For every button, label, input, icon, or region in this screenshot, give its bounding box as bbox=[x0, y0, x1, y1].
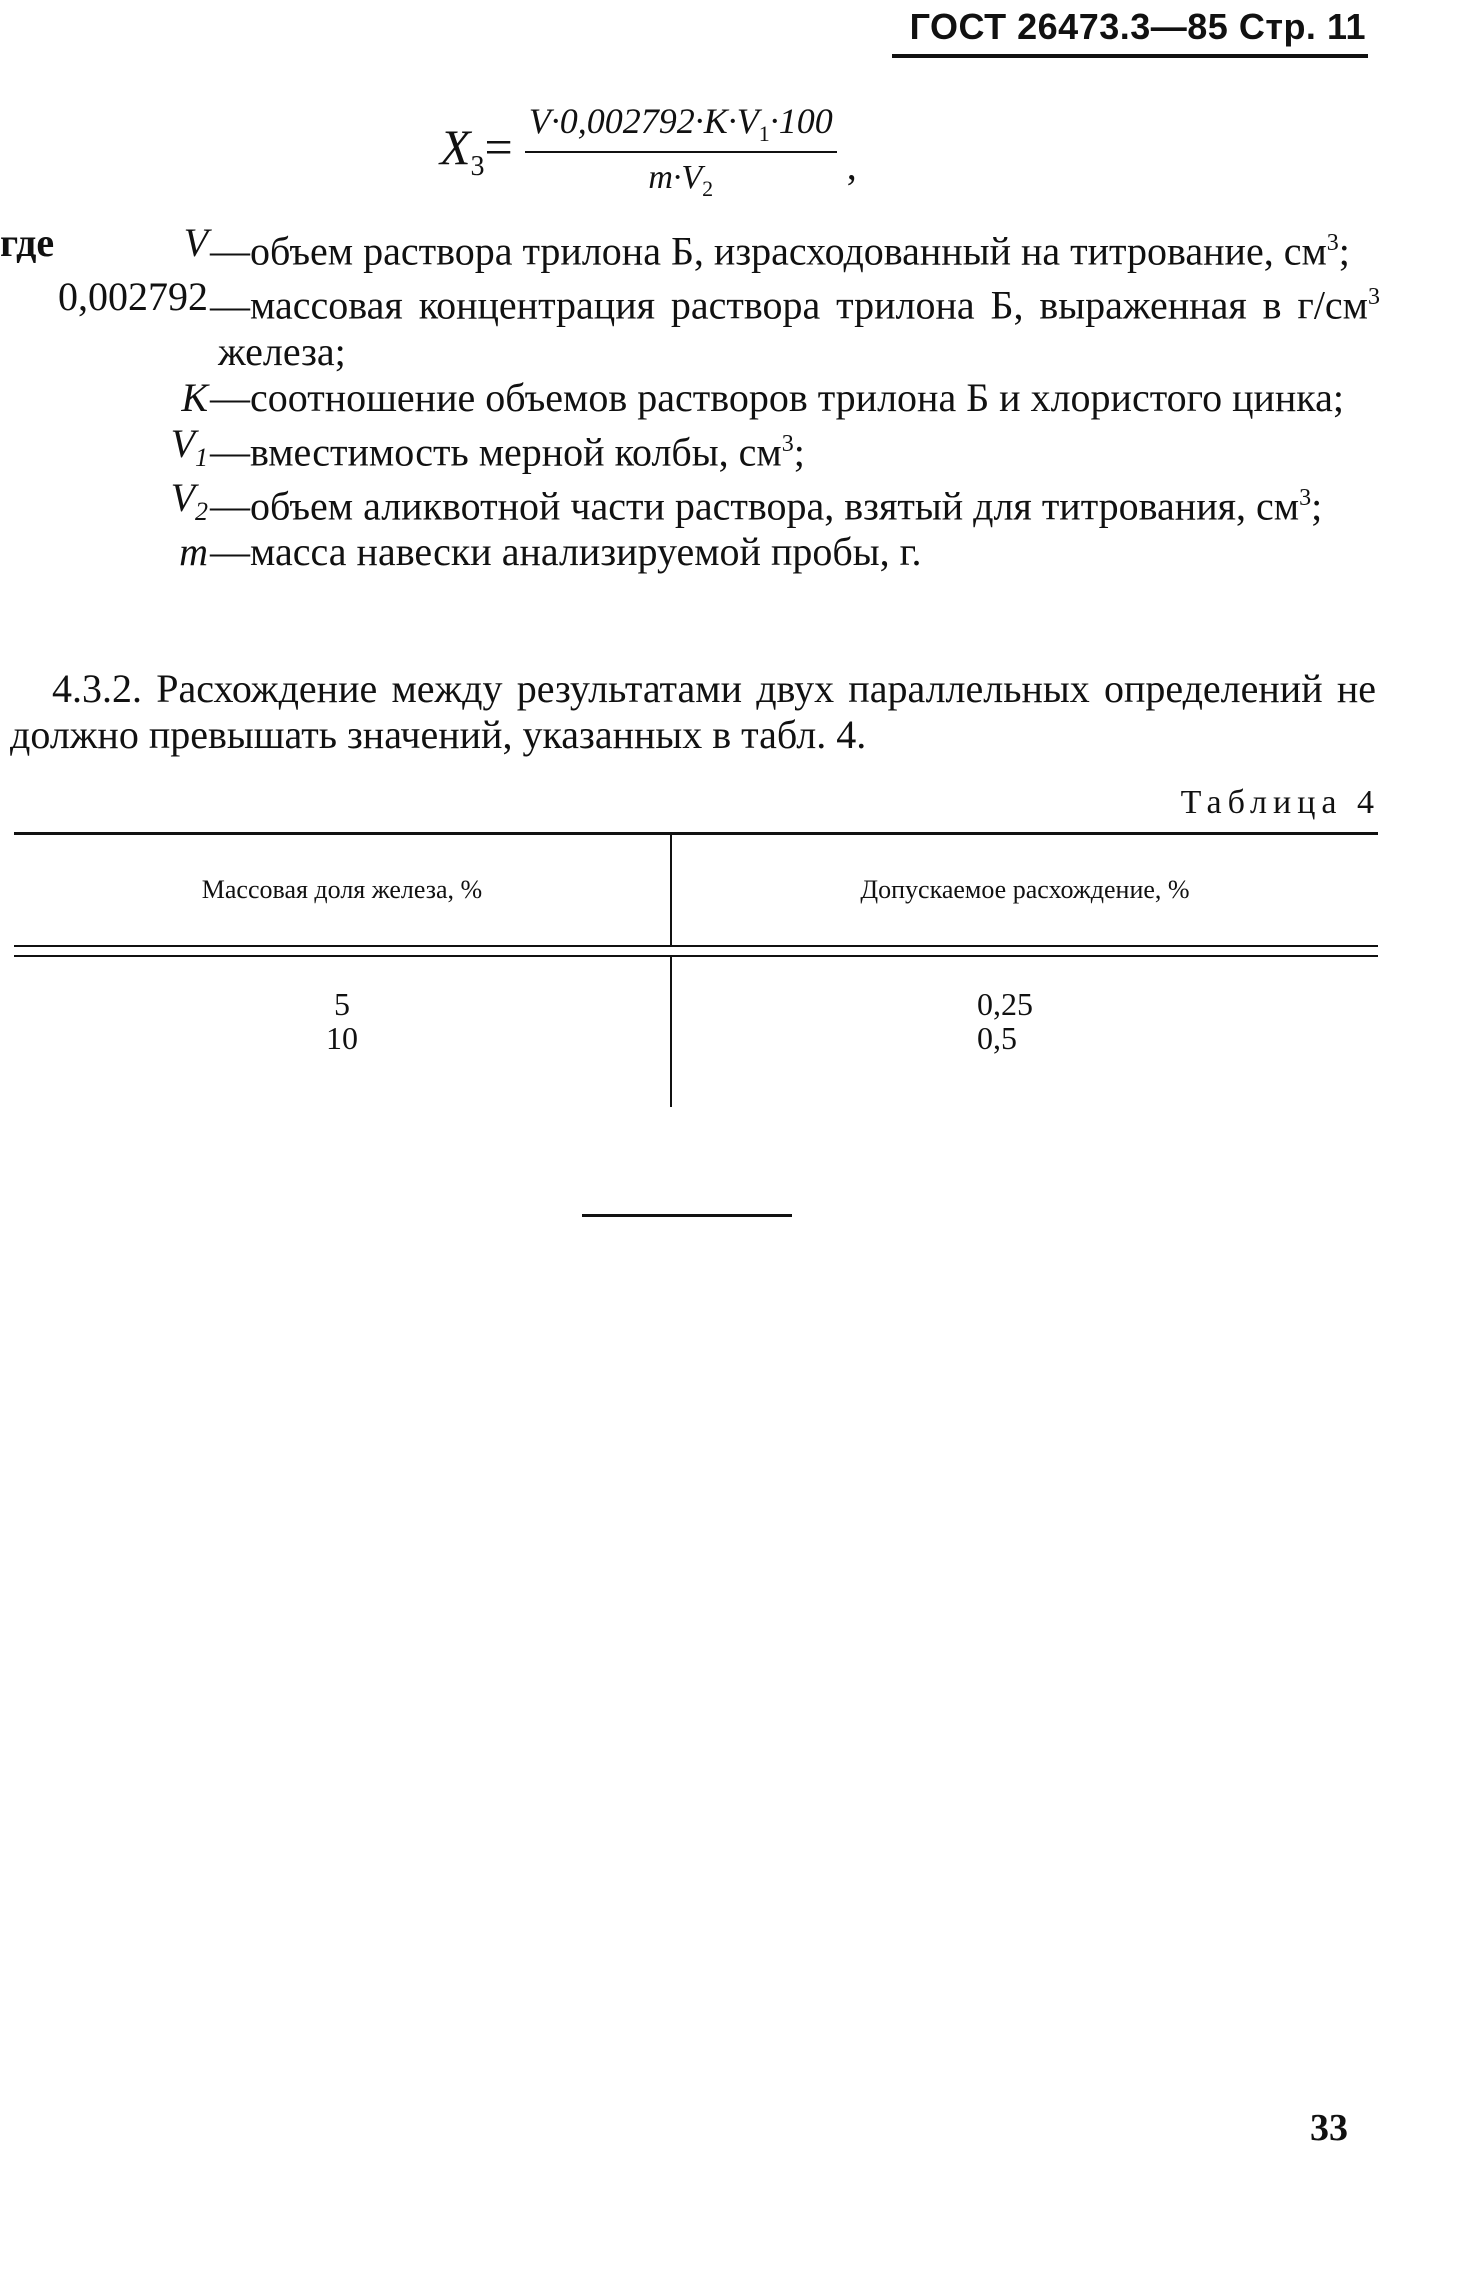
denominator-sub: 2 bbox=[702, 175, 714, 201]
formula-comma: , bbox=[846, 143, 857, 189]
definition-symbol bbox=[184, 220, 208, 266]
definition-symbol bbox=[171, 421, 208, 481]
definition-tail: ; bbox=[793, 428, 805, 474]
table-cell: 5 bbox=[334, 986, 350, 1022]
table-4 bbox=[14, 832, 1378, 1107]
definition-symbol bbox=[58, 274, 208, 320]
formula bbox=[440, 100, 857, 202]
symbol-text: V bbox=[170, 420, 195, 466]
page-number: 33 bbox=[1310, 2107, 1348, 2149]
definitions-list bbox=[0, 220, 1380, 575]
paragraph-4-3-2: 4.3.2. Расхождение между результатами двух параллельных определений не должно превышать значений, указанных в табл. 4. bbox=[10, 666, 1376, 757]
dash: — bbox=[210, 483, 250, 529]
table-header-rule bbox=[14, 945, 1378, 957]
definition-item bbox=[0, 220, 1380, 274]
definition-text bbox=[210, 220, 1380, 274]
dash: — bbox=[210, 529, 250, 575]
definition-body: объем аликвотной части раствора, взятый для титрования, см bbox=[250, 483, 1300, 529]
numerator-part-a: V·0,002792·K·V bbox=[528, 101, 759, 141]
definition-item bbox=[0, 475, 1380, 529]
definition-item bbox=[0, 274, 1380, 374]
table-cell: 0,5 bbox=[977, 1020, 1017, 1056]
denominator-part-a: m·V bbox=[648, 159, 703, 197]
definition-item bbox=[0, 529, 1380, 575]
sup: 3 bbox=[1299, 484, 1312, 511]
definition-text bbox=[210, 374, 1380, 421]
symbol-sub: 1 bbox=[195, 442, 208, 472]
symbol-text: V bbox=[183, 220, 208, 265]
formula-lhs-main: X bbox=[440, 119, 471, 176]
sup: 3 bbox=[1368, 284, 1380, 311]
symbol-text: V bbox=[170, 474, 195, 520]
dash: — bbox=[210, 282, 250, 328]
symbol-sub: 2 bbox=[195, 496, 208, 526]
definition-symbol bbox=[181, 375, 208, 421]
dash: — bbox=[210, 428, 250, 474]
table-column-tolerance bbox=[672, 957, 1378, 1107]
definition-text bbox=[210, 421, 1380, 475]
numerator-sub: 1 bbox=[758, 121, 770, 147]
definition-item bbox=[0, 375, 1380, 421]
definition-text bbox=[210, 274, 1380, 374]
table-column-mass-fraction bbox=[14, 957, 670, 1107]
table-header-cell: Массовая доля железа, % bbox=[201, 875, 483, 904]
definition-text bbox=[210, 475, 1380, 529]
formula-numerator bbox=[525, 100, 837, 153]
symbol-text: K bbox=[181, 374, 208, 420]
page-header: ГОСТ 26473.3—85 Стр. 11 bbox=[909, 6, 1366, 47]
numerator-part-b: ·100 bbox=[769, 101, 833, 141]
dash: — bbox=[210, 374, 250, 420]
definition-item bbox=[0, 421, 1380, 475]
table-title: Таблица 4 bbox=[1180, 784, 1380, 821]
formula-denominator bbox=[648, 153, 713, 202]
formula-fraction bbox=[525, 100, 837, 202]
table-body bbox=[14, 957, 1378, 1107]
definition-tail: железа; bbox=[218, 328, 346, 374]
definition-text bbox=[210, 529, 1380, 575]
table-cell: 10 bbox=[326, 1020, 358, 1056]
definition-body: вместимость мерной колбы, см bbox=[250, 428, 782, 474]
symbol-text: m bbox=[179, 529, 208, 575]
dash: — bbox=[210, 228, 250, 274]
sup: 3 bbox=[1326, 230, 1339, 256]
definition-body: масса навески анализируемой пробы, г. bbox=[250, 529, 922, 575]
formula-lhs bbox=[440, 118, 513, 183]
definition-body: соотношение объемов растворов трилона Б и хлористого цинка; bbox=[250, 374, 1344, 420]
table-header-row bbox=[14, 835, 1378, 945]
sup: 3 bbox=[781, 430, 794, 457]
table-cell: 0,25 bbox=[977, 986, 1033, 1022]
definition-body: объем раствора трилона Б, израсходованный на титрование, см bbox=[250, 228, 1327, 274]
definition-symbol bbox=[171, 475, 208, 535]
definition-body: массовая концентрация раствора трилона Б, выраженная в г/см bbox=[250, 282, 1368, 328]
where-label: где bbox=[0, 220, 55, 265]
header-rule bbox=[892, 54, 1368, 58]
table-header-cell: Допускаемое расхождение, % bbox=[860, 875, 1190, 904]
definition-symbol bbox=[179, 529, 208, 575]
symbol-text: 0,002792 bbox=[58, 274, 208, 320]
end-rule bbox=[582, 1214, 792, 1217]
formula-lhs-sub: 3 bbox=[470, 151, 485, 183]
definition-tail: ; bbox=[1311, 483, 1323, 529]
formula-equals: = bbox=[484, 119, 513, 176]
definition-tail: ; bbox=[1338, 228, 1350, 274]
